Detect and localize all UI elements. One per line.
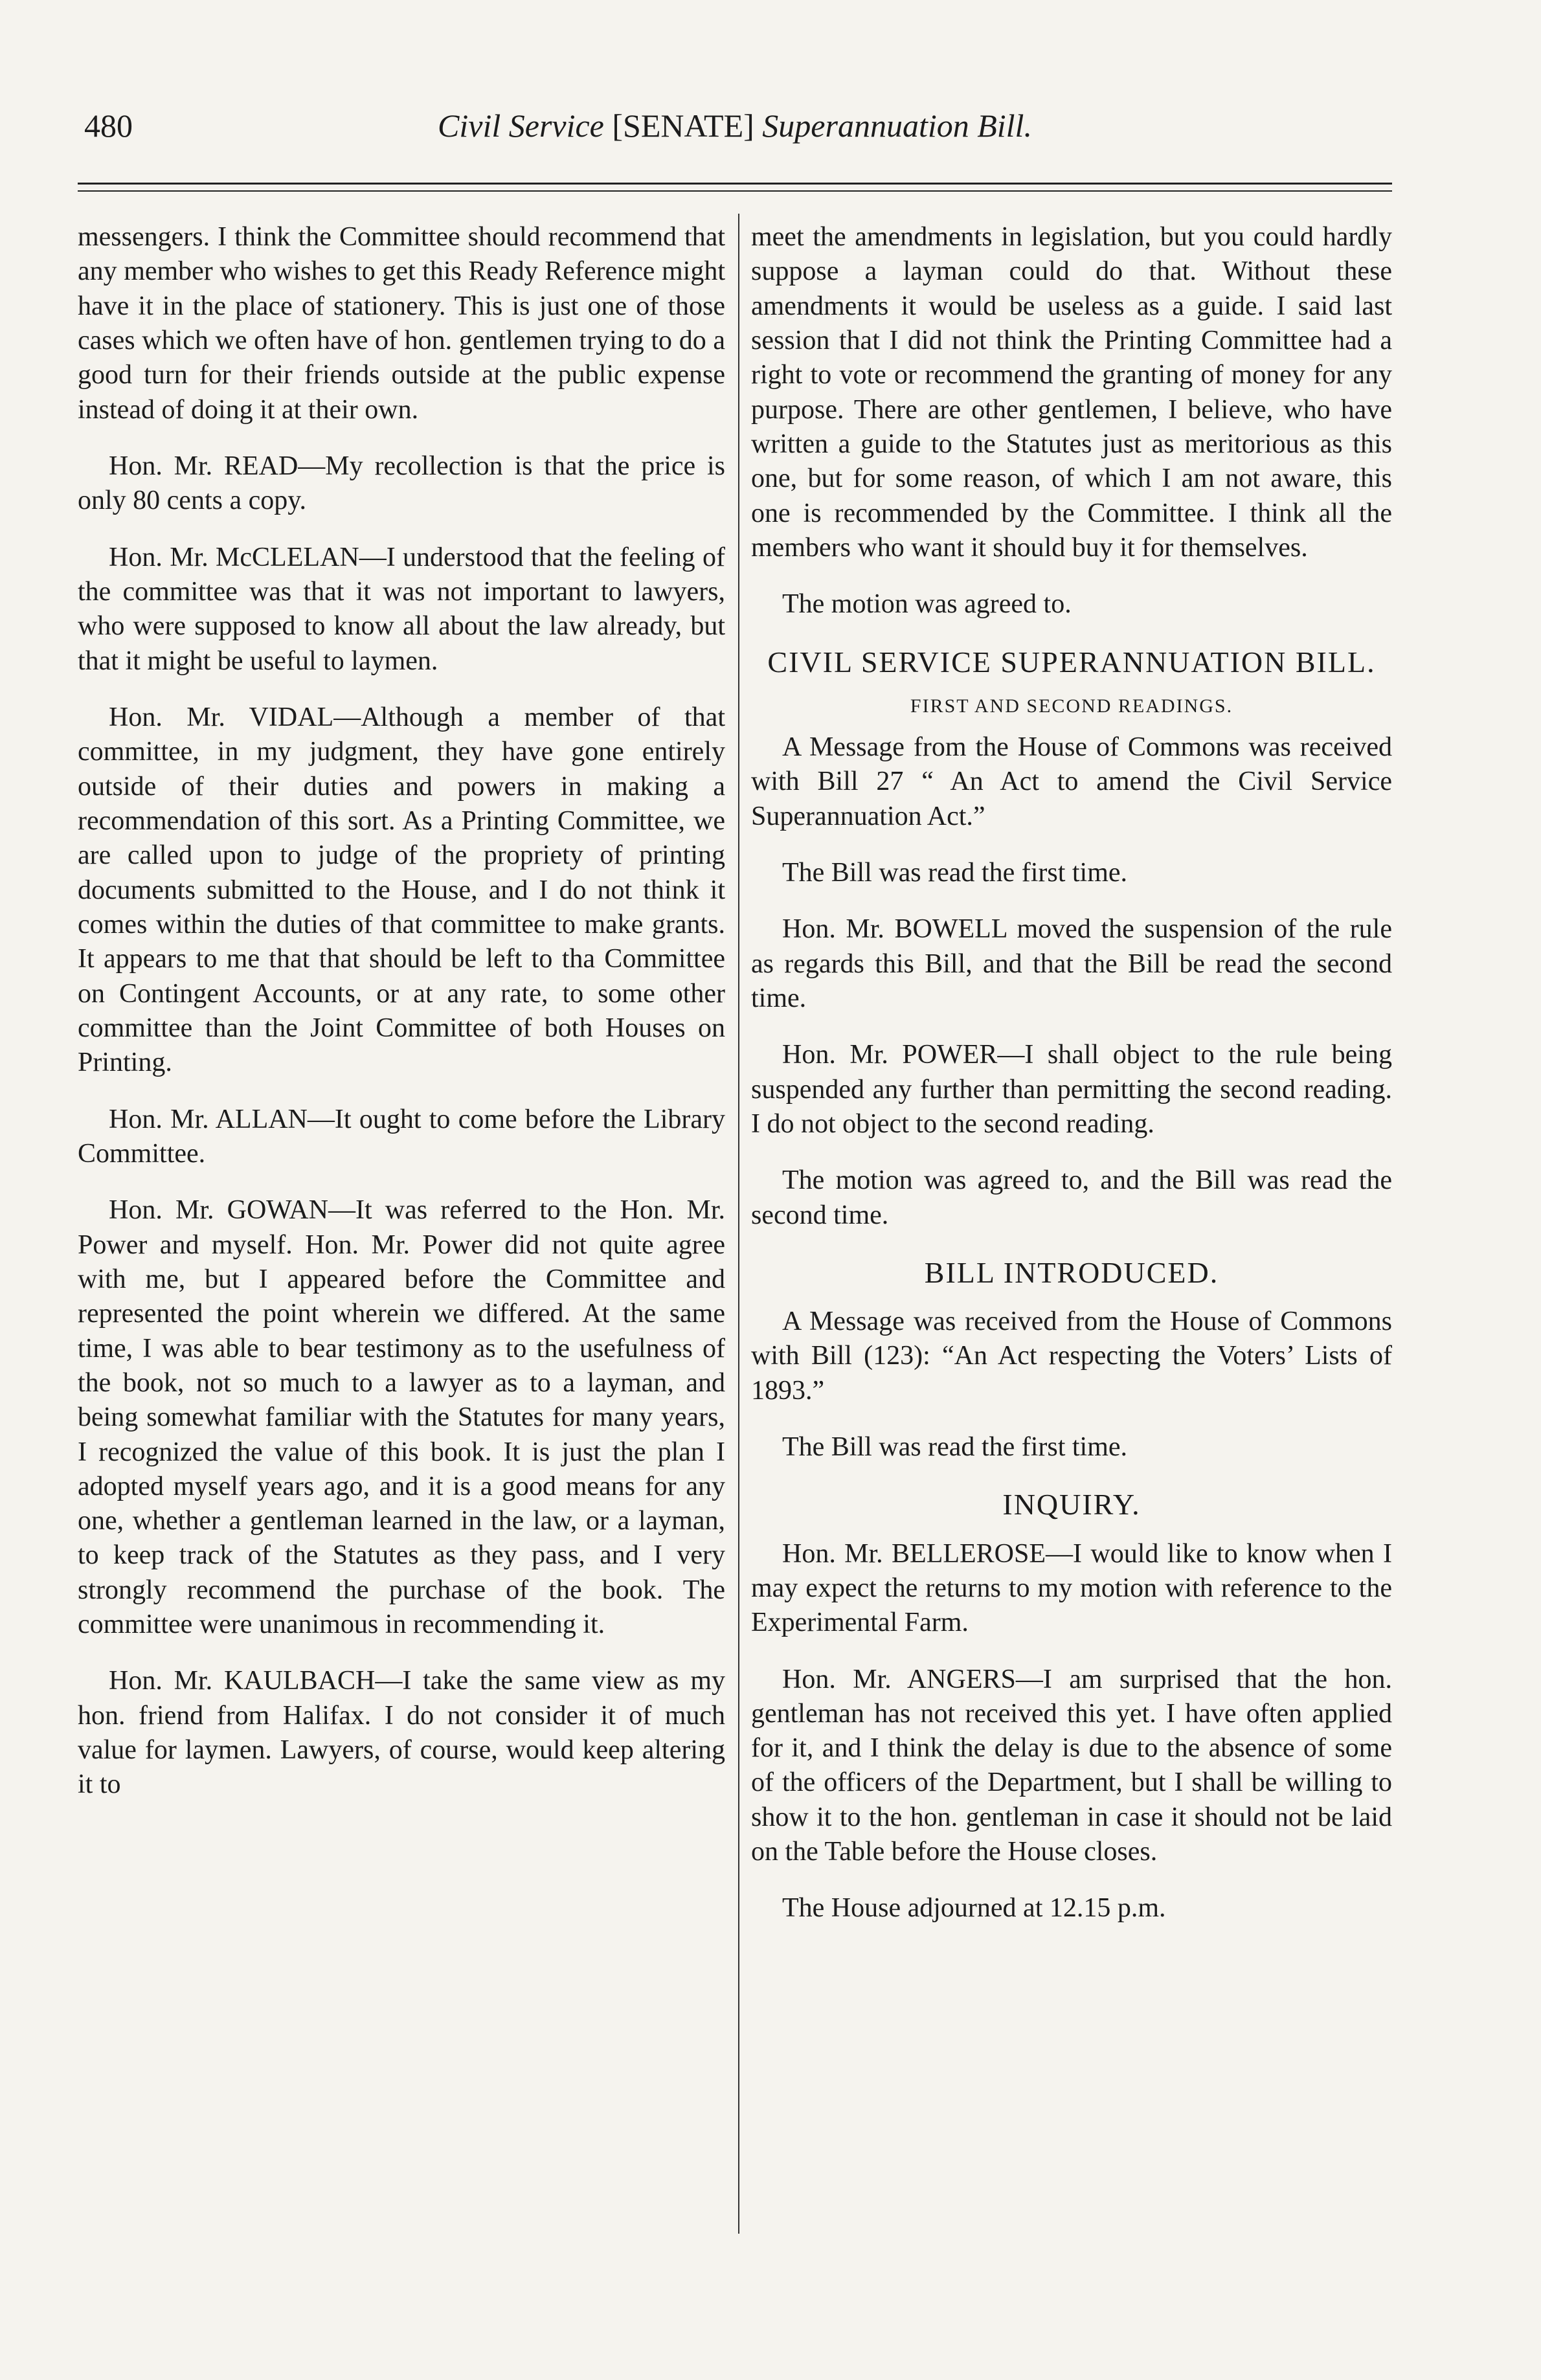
- paragraph: A Message from the House of Commons was received with Bill 27 “ An Act to amend the Civil Service Superannuation Act.”: [751, 732, 1392, 831]
- speaker: Hon. Mr. POWER: [782, 1040, 998, 1070]
- paragraph: The motion was agreed to.: [782, 589, 1072, 620]
- speaker: Hon. Mr. GOWAN: [109, 1195, 328, 1226]
- section-heading-bill-introduced: BILL INTRODUCED.: [924, 1255, 1219, 1289]
- right-column: [751, 220, 1392, 1948]
- speech-power: [751, 1038, 1392, 1141]
- running-title-left: Civil Service: [438, 107, 604, 144]
- speech-text: —I take the same view as my hon. friend from Halifax. I do not consider it of much value for laymen. Lawyers, of course, would keep altering it to: [78, 1666, 726, 1800]
- speech-text: —It was referred to the Hon. Mr. Power and myself. Hon. Mr. Power did not quite agree with me, but I appeared before the Committee and represented the point wherein we differed. At the same time, I was able to bear testimony as to the usefulness of the book, not so much to a lawyer as to a layman, and being somewhat familiar with the Statutes for many years, I recognized the value of this book. It is just the plan I adopted myself years ago, and it is a good means for any one, whether a gentleman learned in the law, or a layman, to keep track of the Statutes as they pass, and I very strongly recommend the purchase of the book. The committee were unanimous in recommending it.: [78, 1195, 725, 1640]
- speech-vidal: [78, 701, 725, 1081]
- running-title-right: Superannuation Bill.: [762, 107, 1032, 144]
- adjournment: The House adjourned at 12.15 p.m.: [782, 1893, 1166, 1924]
- left-column: [78, 220, 725, 1824]
- header-rule: [78, 183, 1392, 185]
- speaker: Hon. Mr. ALLAN: [109, 1104, 308, 1134]
- speech-text: —I am surprised that the hon. gentleman has not received this yet. I have often applied for it, and I think the delay is due to the absence of some of the officers of the Department, but I shall be willing to show it to the hon. gentleman in case it should not be laid on the Table before the House closes.: [751, 1664, 1392, 1867]
- speaker: Hon. Mr. KAULBACH: [109, 1666, 376, 1696]
- speaker: Hon. Mr. ANGERS: [782, 1664, 1016, 1694]
- running-title: [84, 107, 1386, 144]
- section-heading-inquiry: INQUIRY.: [1002, 1488, 1141, 1521]
- section-heading-superannuation: CIVIL SERVICE SUPERANNUATION BILL.: [767, 645, 1376, 679]
- speech-text: moved the suspension of the rule as regards this Bill, and that the Bill be read the second time.: [751, 914, 1392, 1013]
- page-number: 480: [84, 107, 133, 144]
- paragraph: The motion was agreed to, and the Bill was read the second time.: [751, 1165, 1392, 1230]
- speaker: Hon. Mr. McCLELAN: [109, 542, 359, 572]
- paragraph: The Bill was read the first time.: [782, 1432, 1128, 1462]
- paragraph: A Message was received from the House of Commons with Bill (123): “An Act respecting the Voters’ Lists of 1893.”: [751, 1307, 1392, 1406]
- speech-text: —I shall object to the rule being suspended any further than permitting the second reading. I do not object to the second reading.: [751, 1040, 1392, 1139]
- speech-bellerose: [751, 1537, 1392, 1641]
- running-header: [84, 107, 1386, 165]
- speech-mcclelan: [78, 541, 725, 679]
- speaker: Hon. Mr. BELLEROSE: [782, 1538, 1046, 1569]
- speech-text: —Although a member of that committee, in my judgment, they have gone entirely outside of their duties and powers in making a recommendation of this sort. As a Printing Committee, we are called upon to judge of the propriety of printing documents submitted to the House, and I do not think it comes within the duties of that committee to make grants. It appears to me that that should be left to tha Committee on Contingent Accounts, or at any rate, to some other committee than the Joint Committee of both Houses on Printing.: [78, 702, 725, 1078]
- paragraph: messengers. I think the Committee should recommend that any member who wishes to get this Ready Reference might have it in the place of stationery. This is just one of those cases which we often have of hon. gentlemen trying to do a good turn for their friends outside at the public expense instead of doing it at their own.: [78, 222, 725, 425]
- speech-text: —I would like to know when I may expect the returns to my motion with reference to the Experimental Farm.: [751, 1538, 1392, 1638]
- speech-allan: [78, 1103, 725, 1172]
- subheading-readings: FIRST AND SECOND READINGS.: [910, 695, 1233, 717]
- speech-kaulbach: [78, 1664, 725, 1802]
- paragraph: meet the amendments in legislation, but you could hardly suppose a layman could do that. Without these amendments it would be useless as a guide. I said last session that I did not think the Printing Committee had a right to vote or recommend the granting of money for any purpose. There are other gentlemen, I believe, who have written a guide to the Statutes just as meritorious as this one, but for some reason, of which I am not aware, this one is recommended by the Committee. I think all the members who want it should buy it for themselves.: [751, 222, 1392, 563]
- speech-angers: [751, 1663, 1392, 1870]
- speech-text: —It ought to come before the Library Committee.: [78, 1104, 725, 1169]
- header-rule-thin: [78, 190, 1392, 192]
- speaker: Hon. Mr. READ: [109, 451, 298, 481]
- running-title-mid: [SENATE]: [612, 107, 754, 144]
- speech-gowan: [78, 1193, 725, 1642]
- paragraph: The Bill was read the first time.: [782, 857, 1128, 888]
- speech-text: —I understood that the feeling of the committee was that it was not important to lawyers, who were supposed to know all about the law already, but that it might be useful to laymen.: [78, 542, 725, 676]
- speech-bowell: [751, 912, 1392, 1016]
- speaker: Hon. Mr. BOWELL: [782, 914, 1007, 945]
- column-divider: [738, 214, 739, 2234]
- speaker: Hon. Mr. VIDAL: [109, 702, 334, 732]
- speech-read: [78, 449, 725, 519]
- speech-text: —My recollection is that the price is only 80 cents a copy.: [78, 451, 725, 516]
